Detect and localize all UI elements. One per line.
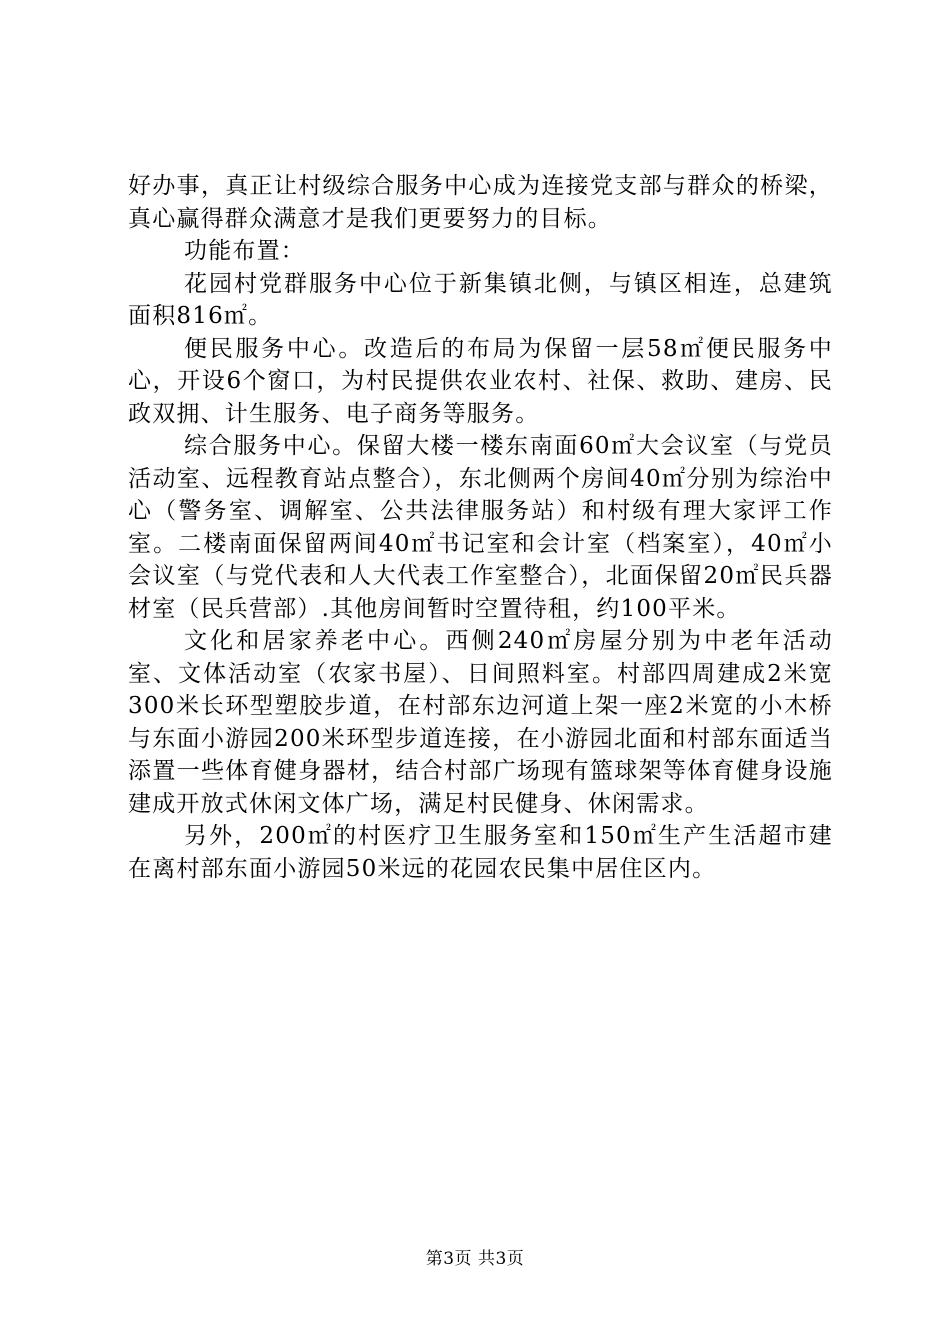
paragraph: 花园村党群服务中心位于新集镇北侧，与镇区相连，总建筑面积816㎡。 xyxy=(128,270,833,329)
paragraph: 文化和居家养老中心。西侧240㎡房屋分别为中老年活动室、文体活动室（农家书屋）、日间照料室。村部四周建成2米宽300米长环型塑胶步道，在村部东边河道上架一座2米宽的小木桥与东面小游园200米环型步道连接，在小游园北面和村部东面适当添置一些体育健身器材，结合村部广场现有篮球架等体育健身设施建成开放式休闲文体广场，满足村民健身、休闲需求。 xyxy=(128,628,833,817)
page-number-footer: 第3页 共3页 xyxy=(425,1249,525,1269)
paragraph-heading: 功能布置： xyxy=(184,238,305,264)
paragraph: 便民服务中心。改造后的布局为保留一层58㎡便民服务中心，开设6个窗口，为村民提供农业农村、社保、救助、建房、民政双拥、计生服务、电子商务等服务。 xyxy=(128,335,833,427)
paragraph: 另外，200㎡的村医疗卫生服务室和150㎡生产生活超市建在离村部东面小游园50米远的花园农民集中居住区内。 xyxy=(128,823,833,882)
paragraph: 综合服务中心。保留大楼一楼东南面60㎡大会议室（与党员活动室、远程教育站点整合），东北侧两个房间40㎡分别为综治中心（警务室、调解室、公共法律服务站）和村级有理大家评工作室。二楼南面保留两间40㎡书记室和会计室（档案室），40㎡小会议室（与党代表和人大代表工作室整合），北面保留20㎡民兵器材室（民兵营部）.其他房间暂时空置待租，约100平米。 xyxy=(128,433,833,622)
document-body xyxy=(128,170,833,885)
paragraph: 好办事，真正让村级综合服务中心成为连接党支部与群众的桥梁，真心赢得群众满意才是我们更要努力的目标。 xyxy=(128,173,833,232)
